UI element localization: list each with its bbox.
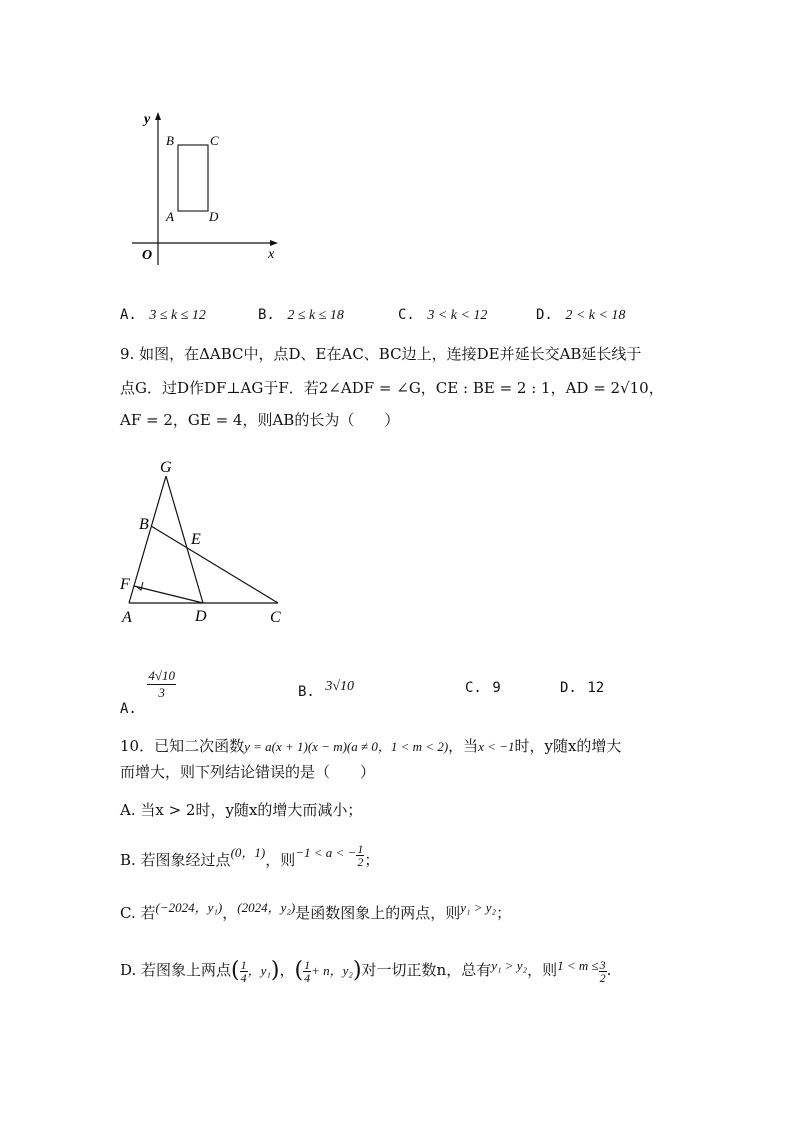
option-letter: B. — [298, 684, 315, 700]
point-d-label: D — [209, 209, 219, 224]
fraction — [599, 959, 607, 984]
q8-option-d[interactable] — [536, 307, 625, 324]
fraction-denominator: 4 — [304, 970, 311, 985]
option-letter: C. — [465, 680, 482, 696]
option-letter: A. — [120, 307, 137, 323]
option-letter: D. — [536, 307, 553, 323]
right-paren: ) — [270, 958, 280, 983]
option-text: ； — [364, 851, 380, 869]
result-range: 1 < m ≤ — [557, 958, 599, 973]
q9-line-3: AF = 2，GE = 4，则AB的长为（ ） — [120, 411, 400, 429]
rectangle-abcd — [178, 145, 208, 211]
option-text: . — [606, 961, 612, 979]
rectangle-coordinate-figure — [120, 105, 290, 270]
q8-option-b[interactable] — [258, 307, 344, 324]
x-axis-label: x — [268, 247, 275, 262]
q10-option-b[interactable] — [120, 843, 379, 877]
q9-option-b[interactable] — [298, 678, 354, 700]
left-paren: ( — [294, 958, 304, 983]
segment-bc — [151, 526, 278, 603]
point-2: (2024，y₂) — [237, 900, 296, 915]
q10-line-2: 而增大，则下列结论错误的是（ ） — [120, 763, 376, 781]
point-d-label: D — [195, 608, 207, 625]
q9-option-a[interactable] — [120, 668, 176, 717]
y-axis-label: y — [144, 112, 151, 127]
point-a-label: A — [122, 609, 132, 626]
option-text: ， — [222, 904, 238, 922]
y-axis-arrow — [155, 112, 161, 120]
q10-intro: 10．已知二次函数 — [120, 737, 245, 755]
option-text: 3 < k < 12 — [427, 308, 488, 323]
q8-option-a[interactable] — [120, 307, 206, 324]
point-coords: (0，1) — [230, 845, 266, 860]
right-paren: ) — [352, 958, 362, 983]
inequality: y₁ > y₂ — [491, 958, 528, 973]
segment-ag — [129, 476, 166, 603]
q10-line-1 — [120, 736, 621, 757]
option-text: D. 若图象上两点 — [120, 961, 232, 979]
q10-text: 时，y随x的增大 — [514, 737, 622, 755]
option-text: C. 若 — [120, 904, 156, 922]
x-axis-arrow — [270, 240, 278, 246]
option-text: 2 ≤ k ≤ 18 — [287, 308, 344, 323]
option-letter: A. — [120, 700, 137, 717]
option-letter: C. — [398, 307, 415, 323]
option-text: B. 若图象经过点 — [120, 851, 231, 869]
q9-line-2: 点G．过D作DF⊥AG于F．若2∠ADF = ∠G，CE : BE = 2 : 1，AD = 2√10， — [120, 379, 664, 397]
point-1: (−2024，y₁) — [155, 900, 223, 915]
fraction-numerator: 3 — [599, 957, 606, 972]
option-fraction — [147, 668, 176, 701]
triangle-geometry-figure — [110, 452, 300, 632]
option-text: 12 — [587, 680, 605, 696]
fraction — [240, 959, 248, 984]
fraction — [356, 843, 364, 868]
point-b-label: B — [139, 516, 149, 533]
fraction-numerator: 4√10 — [148, 668, 175, 683]
fraction-denominator: 3 — [158, 685, 165, 700]
q9-option-d[interactable] — [560, 680, 604, 696]
point-f-label: F — [120, 576, 130, 593]
fraction — [303, 959, 311, 984]
option-text: 对一切正数n，总有 — [361, 961, 492, 979]
fraction-numerator: 1 — [357, 841, 364, 856]
option-letter: D. — [560, 680, 577, 696]
q10-option-c[interactable] — [120, 898, 511, 928]
point-a-label: A — [166, 209, 174, 224]
point-y1: ，y₁ — [247, 963, 271, 978]
q10-function-expr: y = a(x + 1)(x − m)(a ≠ 0，1 < m < 2) — [244, 739, 449, 754]
option-text: 9 — [492, 680, 501, 696]
point-c-label: C — [270, 609, 281, 626]
option-text: 是函数图象上的两点，则 — [295, 904, 461, 922]
segment-fd — [134, 586, 203, 603]
q10-text: ，当 — [448, 737, 479, 755]
fraction-numerator: 1 — [304, 957, 311, 972]
fraction-denominator: 4 — [240, 970, 247, 985]
inequality: y₁ > y₂ — [460, 900, 497, 915]
fraction-denominator: 2 — [357, 854, 364, 869]
option-text: ，则 — [527, 961, 558, 979]
option-text: ； — [496, 904, 512, 922]
option-letter: B. — [258, 307, 275, 323]
inequality: −1 < a < − — [295, 845, 357, 860]
point-y2: + n，y₂ — [311, 963, 353, 978]
origin-label: O — [142, 248, 153, 263]
option-text: ， — [279, 961, 295, 979]
fraction-denominator: 2 — [599, 970, 606, 985]
q10-condition: x < −1 — [478, 739, 515, 754]
q10-option-d[interactable] — [120, 952, 611, 988]
option-text: 2 < k < 18 — [565, 308, 626, 323]
q10-option-a[interactable]: A. 当x > 2时，y随x的增大而减小； — [120, 801, 363, 819]
fraction-numerator: 1 — [240, 957, 247, 972]
left-paren: ( — [231, 958, 240, 983]
q9-line-1: 9. 如图，在ΔABC中，点D、E在AC、BC边上，连接DE并延长交AB延长线于 — [120, 345, 642, 363]
option-text: 3√10 — [325, 679, 354, 694]
q8-option-c[interactable] — [398, 307, 487, 324]
point-b-label: B — [166, 133, 174, 148]
option-text: ，则 — [265, 851, 296, 869]
right-angle-mark — [137, 582, 143, 590]
point-g-label: G — [160, 459, 172, 476]
point-e-label: E — [191, 531, 201, 548]
point-c-label: C — [210, 133, 219, 148]
q9-option-c[interactable] — [465, 680, 501, 696]
option-text: 3 ≤ k ≤ 12 — [149, 308, 206, 323]
